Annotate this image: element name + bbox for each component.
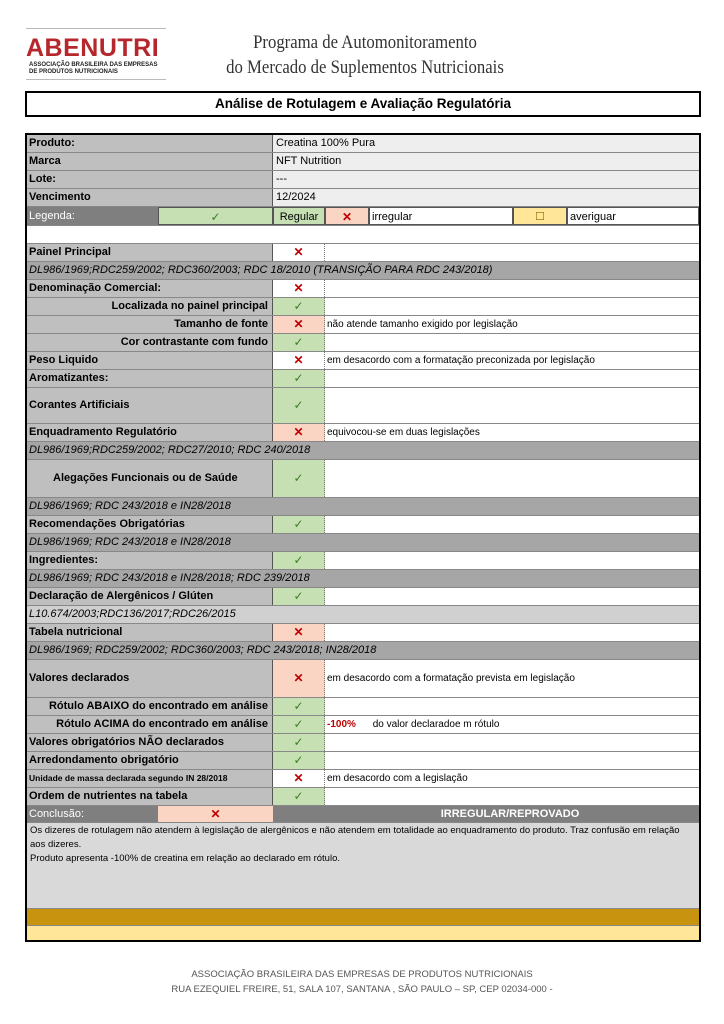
criterion-label: Valores obrigatórios NÃO declarados <box>27 734 273 751</box>
criterion-note <box>325 244 699 261</box>
criterion-label: Arredondamento obrigatório <box>27 752 273 769</box>
check-icon: ✓ <box>273 298 325 315</box>
row-enquadramento <box>27 424 699 442</box>
info-value: NFT Nutrition <box>273 153 699 170</box>
cross-icon: ✕ <box>273 280 325 297</box>
info-row-produto <box>27 135 699 153</box>
check-icon: ✓ <box>273 734 325 751</box>
criterion-label: Enquadramento Regulatório <box>27 424 273 441</box>
criterion-label: Ingredientes: <box>27 552 273 569</box>
row-recomendacoes <box>27 516 699 534</box>
logo-subtitle <box>29 62 169 76</box>
conclusion-row <box>27 806 699 823</box>
row-corantes <box>27 388 699 424</box>
evaluation-form <box>25 133 701 942</box>
check-icon: ✓ <box>273 388 325 423</box>
row-localizada <box>27 298 699 316</box>
row-peso-liquido <box>27 352 699 370</box>
criterion-note: em desacordo com a legislação <box>325 770 699 787</box>
info-value: --- <box>273 171 699 188</box>
check-icon: ✓ <box>158 207 273 225</box>
criterion-note <box>325 370 699 387</box>
check-icon: ✓ <box>273 334 325 351</box>
criterion-note <box>325 552 699 569</box>
row-ingredientes <box>27 552 699 570</box>
check-icon: ✓ <box>273 552 325 569</box>
criterion-note <box>325 788 699 805</box>
criterion-label: Tabela nutricional <box>27 624 273 641</box>
logo-rule-top <box>26 28 166 29</box>
check-icon: ✓ <box>273 716 325 733</box>
footer-bar-yellow <box>27 926 699 940</box>
criterion-note <box>325 280 699 297</box>
logo-rule-bottom <box>26 79 166 80</box>
criterion-label: Recomendações Obrigatórias <box>27 516 273 533</box>
row-denominacao <box>27 280 699 298</box>
percentage-value: -100% <box>327 719 356 730</box>
criterion-label: Aromatizantes: <box>27 370 273 387</box>
row-painel-principal <box>27 244 699 262</box>
document-banner: Análise de Rotulagem e Avaliação Regulatória <box>25 91 701 117</box>
row-alergenicos <box>27 588 699 606</box>
info-value: Creatina 100% Pura <box>273 135 699 152</box>
criterion-label: Cor contrastante com fundo <box>27 334 273 351</box>
criterion-label: Tamanho de fonte <box>27 316 273 333</box>
legislation-reference: DL986/1969; RDC 243/2018 e IN28/2018 <box>27 534 699 552</box>
criterion-note <box>325 516 699 533</box>
criterion-label: Corantes Artificiais <box>27 388 273 423</box>
legislation-reference: DL986/1969; RDC259/2002; RDC360/2003; RDC 243/2018; IN28/2018 <box>27 642 699 660</box>
criterion-note <box>325 624 699 641</box>
criterion-label: Ordem de nutrientes na tabela <box>27 788 273 805</box>
row-unidade-massa <box>27 770 699 788</box>
criterion-label: Valores declarados <box>27 660 273 697</box>
notes-line: Produto apresenta -100% de creatina em relação ao declarado em rótulo. <box>30 853 340 864</box>
criterion-note <box>325 298 699 315</box>
info-label: Lote: <box>27 171 273 188</box>
logo-subtitle-line1: ASSOCIAÇÃO BRASILEIRA DAS EMPRESAS <box>29 62 158 68</box>
criterion-note <box>325 716 699 733</box>
criterion-label: Denominação Comercial: <box>27 280 273 297</box>
criterion-label: Peso Liquido <box>27 352 273 369</box>
check-icon: ✓ <box>273 460 325 497</box>
check-icon: ✓ <box>273 788 325 805</box>
row-valores-obrigatorios <box>27 734 699 752</box>
criterion-note <box>325 588 699 605</box>
legislation-reference: L10.674/2003;RDC136/2017;RDC26/2015 <box>27 606 699 624</box>
row-tamanho-fonte <box>27 316 699 334</box>
criterion-note <box>325 334 699 351</box>
logo-text: ABENUTRI <box>26 34 160 62</box>
legislation-reference: DL986/1969;RDC259/2002; RDC27/2010; RDC 240/2018 <box>27 442 699 460</box>
legislation-reference: DL986/1969; RDC 243/2018 e IN28/2018; RDC 239/2018 <box>27 570 699 588</box>
legend-row <box>27 207 699 226</box>
cross-icon: ✕ <box>273 424 325 441</box>
footer-bar-gold <box>27 909 699 926</box>
check-icon: ✓ <box>273 516 325 533</box>
legend-irregular: irregular <box>369 207 513 225</box>
criterion-note <box>325 752 699 769</box>
criterion-note: em desacordo com a formatação preconizada por legislação <box>325 352 699 369</box>
notes-line: Os dizeres de rotulagem não atendem à legislação de alergênicos e não atendem em totalidade ao enquadramento do produto. Traz confusão em relação aos dizeres. <box>30 825 680 850</box>
criterion-note: não atende tamanho exigido por legislação <box>325 316 699 333</box>
cross-icon: ✕ <box>273 660 325 697</box>
conclusion-verdict: IRREGULAR/REPROVADO <box>273 806 699 822</box>
conclusion-notes <box>27 823 699 909</box>
info-value: 12/2024 <box>273 189 699 206</box>
info-label: Marca <box>27 153 273 170</box>
info-row-vencimento <box>27 189 699 207</box>
abenutri-logo <box>26 28 166 80</box>
cross-icon: ✕ <box>273 316 325 333</box>
row-ordem-nutrientes <box>27 788 699 806</box>
criterion-note <box>325 460 699 497</box>
row-cor-contrastante <box>27 334 699 352</box>
program-title-line1: Programa de Automonitoramento <box>253 32 477 53</box>
criterion-label: Rótulo ACIMA do encontrado em análise <box>27 716 273 733</box>
cross-icon: ✕ <box>273 624 325 641</box>
criterion-label: Declaração de Alergênicos / Glúten <box>27 588 273 605</box>
criterion-note <box>325 734 699 751</box>
info-label: Produto: <box>27 135 273 152</box>
row-rotulo-abaixo <box>27 698 699 716</box>
program-title <box>211 30 519 80</box>
info-label: Vencimento <box>27 189 273 206</box>
conclusion-label: Conclusão: <box>27 806 158 822</box>
check-icon: ✓ <box>273 588 325 605</box>
legend-regular: Regular <box>273 207 325 225</box>
criterion-note: em desacordo com a formatação prevista em legislação <box>325 660 699 697</box>
legislation-reference: DL986/1969; RDC 243/2018 e IN28/2018 <box>27 498 699 516</box>
page-footer <box>0 967 724 997</box>
row-tabela-nutricional <box>27 624 699 642</box>
criterion-label: Painel Principal <box>27 244 273 261</box>
percentage-note: do valor declaradoe m rótulo <box>372 719 500 730</box>
criterion-note <box>325 698 699 715</box>
criterion-label: Rótulo ABAIXO do encontrado em análise <box>27 698 273 715</box>
row-valores-declarados <box>27 660 699 698</box>
info-row-marca <box>27 153 699 171</box>
info-row-lote <box>27 171 699 189</box>
row-arredondamento <box>27 752 699 770</box>
logo-subtitle-line2: DE PRODUTOS NUTRICIONAIS <box>29 69 118 75</box>
criterion-label: Localizada no painel principal <box>27 298 273 315</box>
check-icon: ✓ <box>273 752 325 769</box>
program-title-line2: do Mercado de Suplementos Nutricionais <box>226 57 504 78</box>
cross-icon: ✕ <box>273 352 325 369</box>
criterion-note <box>325 388 699 423</box>
footer-line1: ASSOCIAÇÃO BRASILEIRA DAS EMPRESAS DE PRODUTOS NUTRICIONAIS <box>191 969 533 980</box>
check-icon: ✓ <box>273 698 325 715</box>
cross-icon: ✕ <box>273 770 325 787</box>
legend-averiguar: averiguar <box>567 207 699 225</box>
check-icon: ✓ <box>273 370 325 387</box>
legislation-reference: DL986/1969;RDC259/2002; RDC360/2003; RDC 18/2010 (TRANSIÇÃO PARA RDC 243/2018) <box>27 262 699 280</box>
cross-icon: ✕ <box>325 207 369 225</box>
legend-label: Legenda: <box>27 207 158 225</box>
spacer-row <box>27 226 699 244</box>
criterion-label: Alegações Funcionais ou de Saúde <box>27 460 273 497</box>
row-rotulo-acima <box>27 716 699 734</box>
criterion-note: equivocou-se em duas legislações <box>325 424 699 441</box>
row-alegacoes <box>27 460 699 498</box>
checkbox-icon: ☐ <box>513 207 567 225</box>
cross-icon: ✕ <box>273 244 325 261</box>
cross-icon: ✕ <box>158 806 273 822</box>
footer-line2: RUA EZEQUIEL FREIRE, 51, SALA 107, SANTANA , SÃO PAULO – SP, CEP 02034-000 - <box>171 984 553 995</box>
criterion-label: Unidade de massa declarada segundo IN 28/2018 <box>27 770 273 787</box>
row-aromatizantes <box>27 370 699 388</box>
